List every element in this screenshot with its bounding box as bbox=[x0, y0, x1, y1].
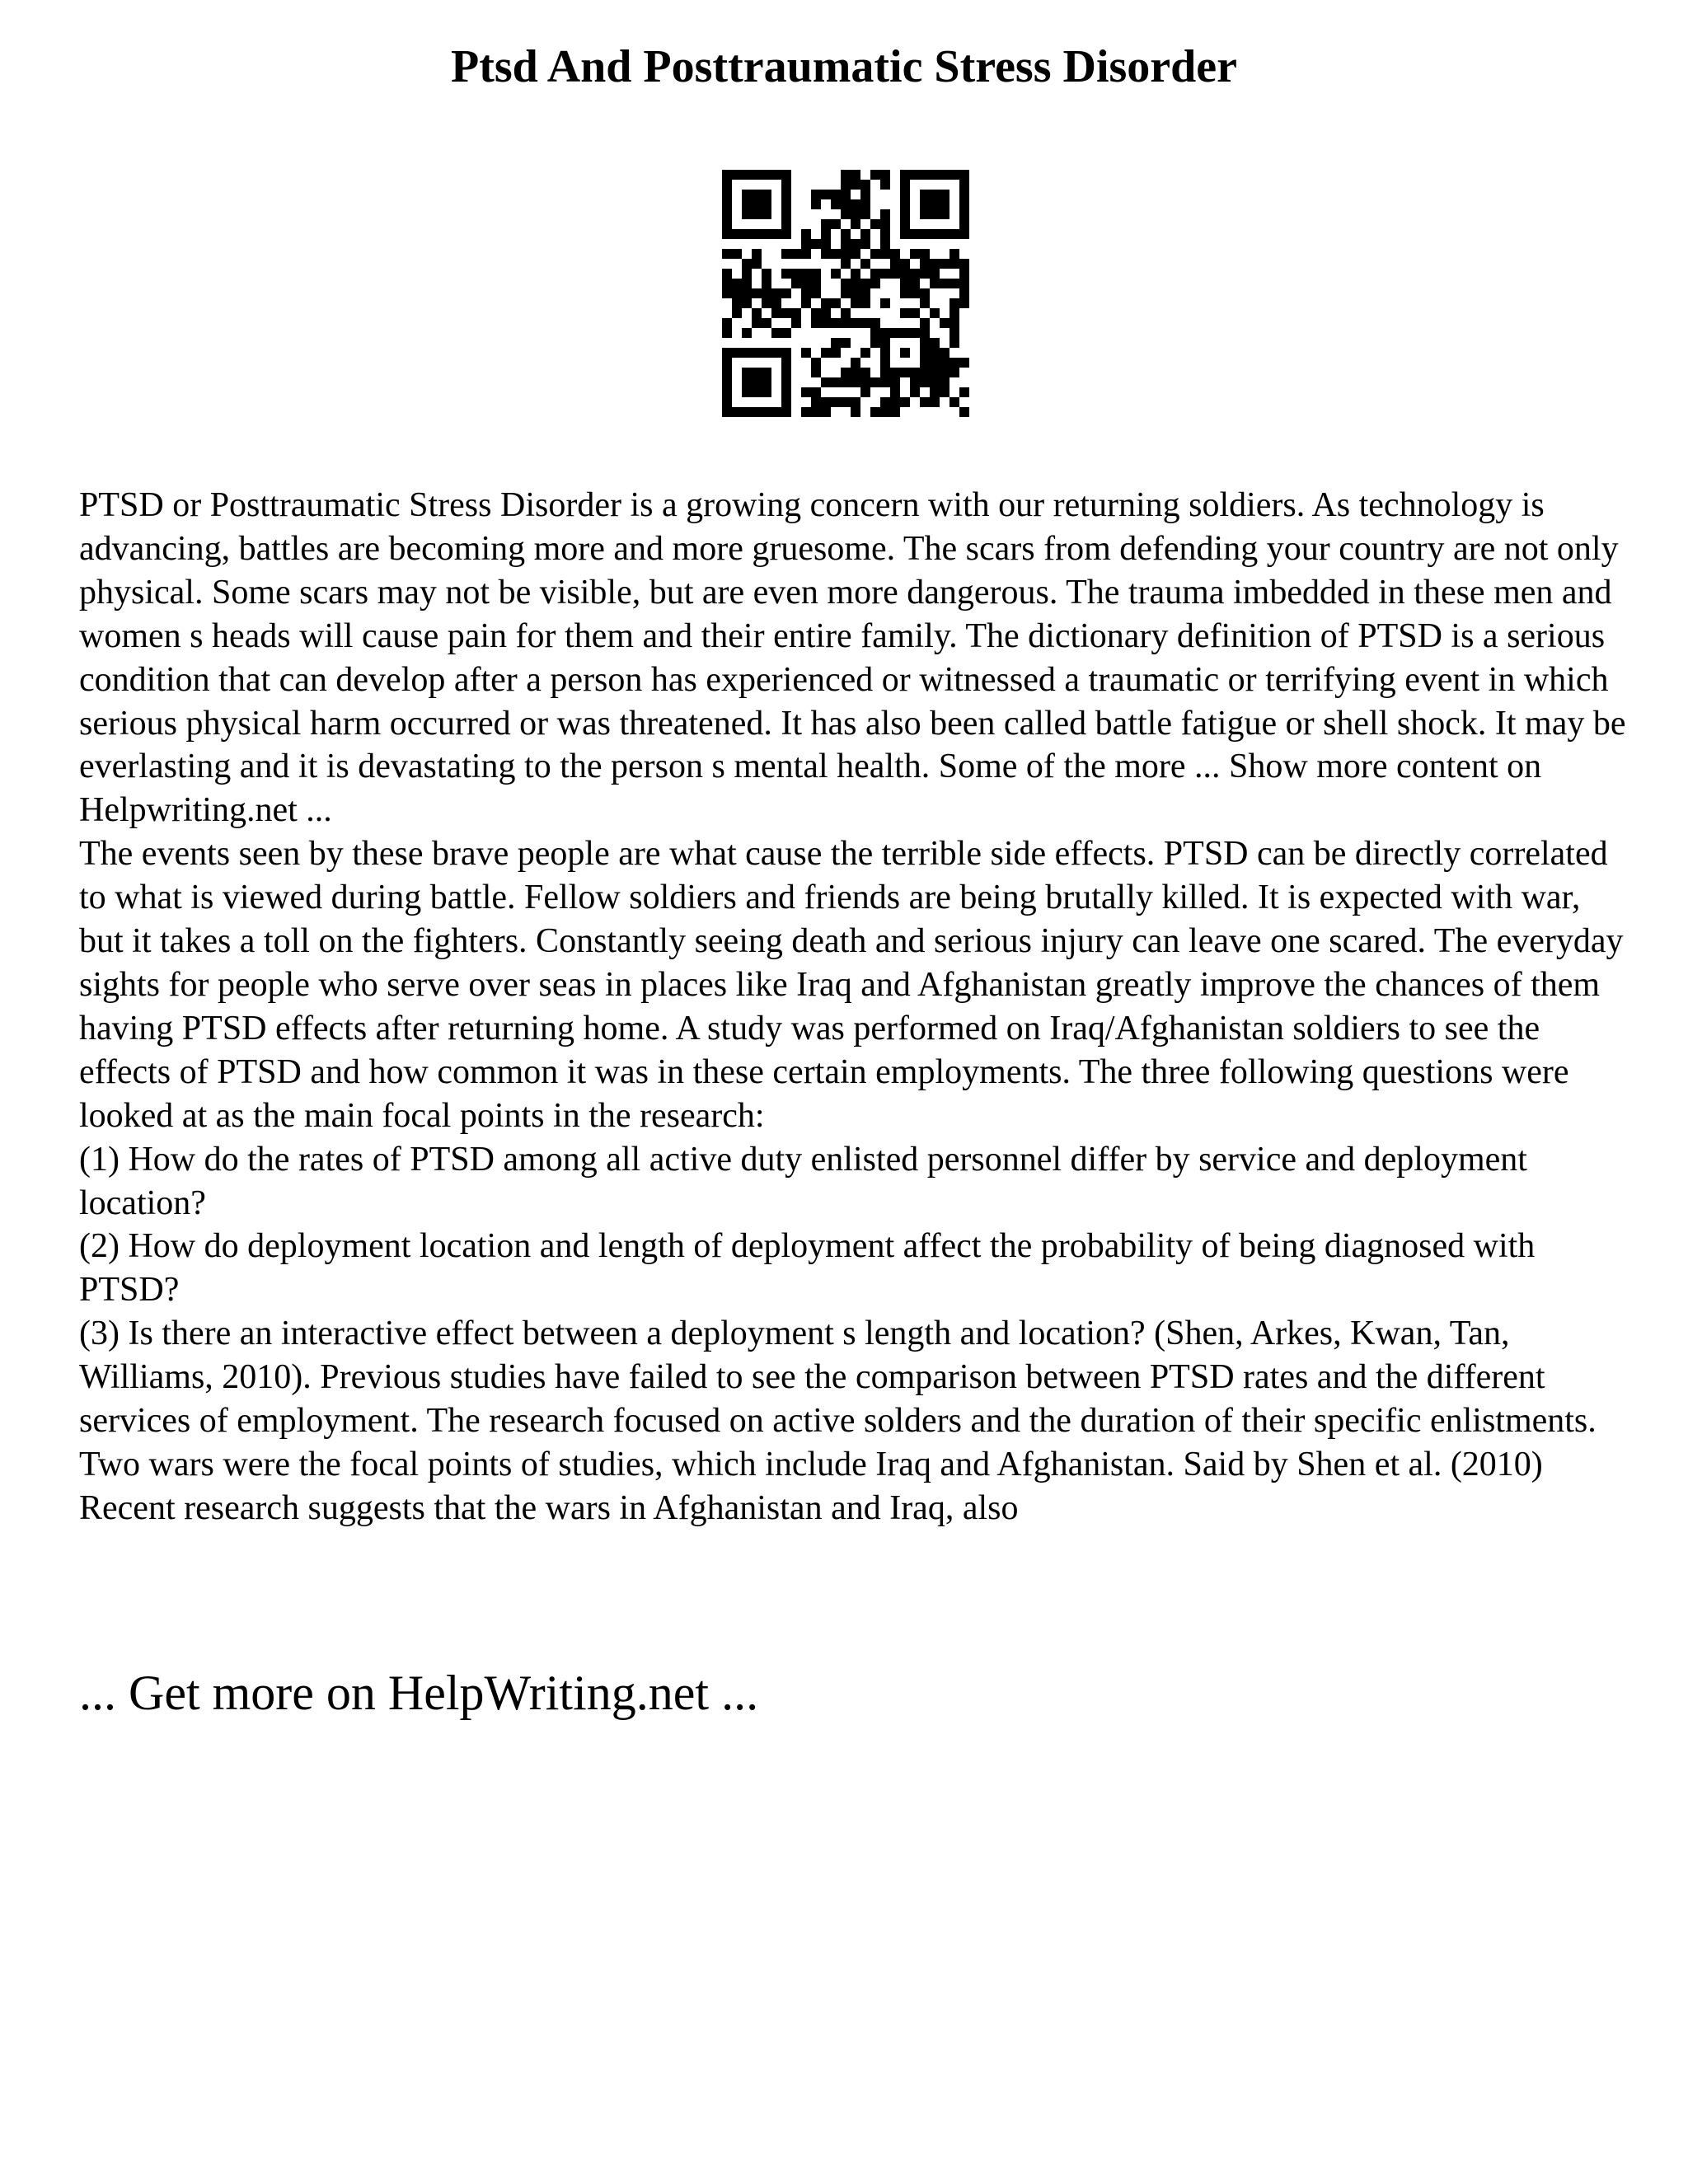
paragraph-intro: PTSD or Posttraumatic Stress Disorder is a growing concern with our returning soldiers. As technology is advancing, battles are becoming more and more gruesome. The scars from defending your country are not only physical. Some scars may not be visible, but are even more dangerous. The trauma imbedded in these men and women s heads will cause pain for them and their entire family. The dictionary definition of PTSD is a serious condition that can develop after a person has experienced or witnessed a traumatic or terrifying event in which serious physical harm occurred or was threatened. It has also been called battle fatigue or shell shock. It may be everlasting and it is devastating to the person s mental health. Some of the more ... Show more content on Helpwriting.net ... bbox=[79, 486, 1626, 830]
get-more-link[interactable]: ... Get more on HelpWriting.net ... bbox=[79, 1666, 759, 1720]
research-question-1: (1) How do the rates of PTSD among all active duty enlisted personnel differ by service and deployment location? bbox=[79, 1140, 1527, 1222]
article-body bbox=[79, 484, 1629, 1530]
page-title: Ptsd And Posttraumatic Stress Disorder bbox=[450, 41, 1238, 92]
research-question-3: (3) Is there an interactive effect between a deployment s length and location? (Shen, Arkes, Kwan, Tan, Williams, 2010). Previous studies have failed to see the comparison between PTSD rates and the different services of employment. The research focused on active solders and the duration of their specific enlistments. Two wars were the focal points of studies, which include Iraq and Afghanistan. Said by Shen et al. (2010) Recent research suggests that the wars in Afghanistan and Iraq, also bbox=[79, 1315, 1597, 1527]
qr-code-graphic bbox=[722, 170, 969, 417]
qr-code bbox=[722, 170, 969, 417]
research-question-2: (2) How do deployment location and length of deployment affect the probability of being diagnosed with PTSD? bbox=[79, 1227, 1536, 1310]
paragraph-events: The events seen by these brave people are what cause the terrible side effects. PTSD can be directly correlated to what is viewed during battle. Fellow soldiers and friends are being brutally killed. It is expected with war, but it takes a toll on the fighters. Constantly seeing death and serious injury can leave one scared. The everyday sights for people who serve over seas in places like Iraq and Afghanistan greatly improve the chances of them having PTSD effects after returning home. A study was performed on Iraq/Afghanistan soldiers to see the effects of PTSD and how common it was in these certain employments. The three following questions were looked at as the main focal points in the research: bbox=[79, 835, 1624, 1135]
